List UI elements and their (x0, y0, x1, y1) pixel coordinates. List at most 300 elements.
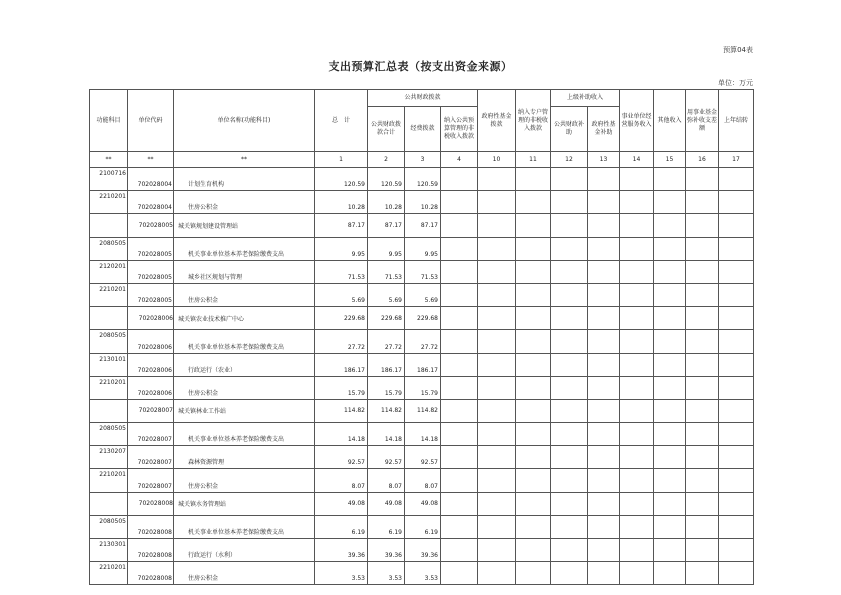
empty-cell (516, 214, 551, 237)
pf-funding-cell: 15.79 (405, 376, 441, 399)
table-row (90, 469, 754, 492)
empty-cell (719, 539, 754, 562)
func-code-cell: 2210201 (90, 283, 128, 306)
empty-cell (441, 353, 478, 376)
header-other-income: 其他收入 (654, 90, 686, 152)
func-code-cell (90, 307, 128, 330)
unit-code-cell: 702028007 (128, 469, 174, 492)
header-unit-code: 单位代码 (128, 90, 174, 152)
empty-cell (516, 562, 551, 585)
empty-cell (551, 515, 588, 538)
empty-cell (441, 214, 478, 237)
empty-cell (719, 376, 754, 399)
index-cell: ** (90, 152, 128, 168)
empty-cell (686, 515, 719, 538)
empty-cell (516, 307, 551, 330)
pf-subtotal-cell: 8.07 (368, 469, 405, 492)
empty-cell (478, 260, 516, 283)
empty-cell (588, 469, 620, 492)
empty-cell (654, 376, 686, 399)
table-row (90, 168, 754, 191)
unit-name-cell: 机关事业单位基本养老保险缴费支出 (174, 330, 315, 353)
budget-table (89, 89, 754, 585)
header-sup-gov: 政府性基金补助 (588, 107, 620, 152)
empty-cell (516, 515, 551, 538)
empty-cell (516, 168, 551, 191)
empty-cell (686, 260, 719, 283)
pf-funding-cell: 9.95 (405, 237, 441, 260)
empty-cell (654, 492, 686, 515)
empty-cell (719, 307, 754, 330)
empty-cell (686, 191, 719, 214)
header-pf-funding: 经费拨款 (405, 107, 441, 152)
empty-cell (441, 446, 478, 469)
empty-cell (620, 214, 654, 237)
empty-cell (620, 307, 654, 330)
func-code-cell: 2130301 (90, 539, 128, 562)
header-carry-over: 上年结转 (719, 90, 754, 152)
empty-cell (551, 283, 588, 306)
empty-cell (551, 469, 588, 492)
table-row (90, 376, 754, 399)
empty-cell (654, 260, 686, 283)
index-cell: 14 (620, 152, 654, 168)
table-row (90, 399, 754, 422)
unit-name-cell: 机关事业单位基本养老保险缴费支出 (174, 515, 315, 538)
unit-name-cell: 行政运行（农业） (174, 353, 315, 376)
header-sup-public: 公共财政补助 (551, 107, 588, 152)
empty-cell (686, 353, 719, 376)
empty-cell (478, 399, 516, 422)
unit-name-cell: 机关事业单位基本养老保险缴费支出 (174, 237, 315, 260)
header-public-fiscal: 公共财政拨款 (368, 90, 478, 107)
empty-cell (654, 539, 686, 562)
empty-cell (588, 376, 620, 399)
empty-cell (478, 330, 516, 353)
empty-cell (620, 168, 654, 191)
table-header (90, 90, 754, 152)
unit-label: 单位：万元 (718, 79, 753, 87)
func-code-cell: 2130101 (90, 353, 128, 376)
unit-name-cell: 森林资源管理 (174, 446, 315, 469)
empty-cell (620, 260, 654, 283)
empty-cell (478, 191, 516, 214)
empty-cell (478, 168, 516, 191)
func-code-cell: 2100716 (90, 168, 128, 191)
unit-name-cell: 住房公积金 (174, 191, 315, 214)
empty-cell (516, 446, 551, 469)
empty-cell (588, 168, 620, 191)
page-title: 支出预算汇总表（按支出资金来源） (328, 60, 513, 73)
empty-cell (441, 168, 478, 191)
empty-cell (620, 191, 654, 214)
empty-cell (686, 307, 719, 330)
header-inst-income: 事业单位经营服务收入 (620, 90, 654, 152)
index-cell: 10 (478, 152, 516, 168)
unit-name-cell: 城乡社区规划与管理 (174, 260, 315, 283)
pf-funding-cell: 49.08 (405, 492, 441, 515)
pf-subtotal-cell: 186.17 (368, 353, 405, 376)
pf-funding-cell: 14.18 (405, 423, 441, 446)
pf-subtotal-cell: 39.36 (368, 539, 405, 562)
empty-cell (588, 515, 620, 538)
index-cell: 1 (315, 152, 368, 168)
empty-cell (654, 168, 686, 191)
unit-code-cell: 702028006 (128, 376, 174, 399)
empty-cell (588, 562, 620, 585)
empty-cell (516, 283, 551, 306)
unit-code-cell: 702028007 (128, 399, 174, 422)
unit-code-cell: 702028008 (128, 515, 174, 538)
empty-cell (551, 353, 588, 376)
empty-cell (719, 446, 754, 469)
pf-subtotal-cell: 71.53 (368, 260, 405, 283)
total-cell: 92.57 (315, 446, 368, 469)
unit-code-cell: 702028008 (128, 562, 174, 585)
pf-subtotal-cell: 3.53 (368, 562, 405, 585)
pf-subtotal-cell: 49.08 (368, 492, 405, 515)
empty-cell (551, 446, 588, 469)
empty-cell (516, 376, 551, 399)
total-cell: 229.68 (315, 307, 368, 330)
empty-cell (478, 237, 516, 260)
empty-cell (478, 469, 516, 492)
empty-cell (478, 283, 516, 306)
table-row (90, 446, 754, 469)
empty-cell (588, 237, 620, 260)
total-cell: 6.19 (315, 515, 368, 538)
empty-cell (620, 469, 654, 492)
unit-code-cell: 702028005 (128, 283, 174, 306)
func-code-cell (90, 214, 128, 237)
header-special-nontax: 纳入专户管理的非税收入拨款 (516, 90, 551, 152)
pf-funding-cell: 3.53 (405, 562, 441, 585)
func-code-cell (90, 492, 128, 515)
index-row (90, 152, 754, 168)
empty-cell (686, 399, 719, 422)
func-code-cell: 2210201 (90, 469, 128, 492)
empty-cell (551, 562, 588, 585)
pf-funding-cell: 87.17 (405, 214, 441, 237)
table-row (90, 307, 754, 330)
pf-funding-cell: 229.68 (405, 307, 441, 330)
pf-funding-cell: 8.07 (405, 469, 441, 492)
func-code-cell: 2210201 (90, 376, 128, 399)
empty-cell (588, 492, 620, 515)
pf-subtotal-cell: 120.59 (368, 168, 405, 191)
empty-cell (516, 492, 551, 515)
empty-cell (686, 376, 719, 399)
empty-cell (441, 376, 478, 399)
unit-code-cell: 702028006 (128, 353, 174, 376)
table-row (90, 492, 754, 515)
empty-cell (588, 283, 620, 306)
unit-code-cell: 702028005 (128, 237, 174, 260)
func-code-cell: 2080505 (90, 330, 128, 353)
empty-cell (551, 376, 588, 399)
func-code-cell: 2210201 (90, 562, 128, 585)
table-row (90, 515, 754, 538)
empty-cell (620, 237, 654, 260)
total-cell: 114.82 (315, 399, 368, 422)
header-unit-name: 单位名称(功能科目) (174, 90, 315, 152)
pf-funding-cell: 6.19 (405, 515, 441, 538)
empty-cell (588, 214, 620, 237)
empty-cell (551, 307, 588, 330)
index-cell: 3 (405, 152, 441, 168)
unit-code-cell: 702028005 (128, 214, 174, 237)
empty-cell (551, 237, 588, 260)
pf-subtotal-cell: 5.69 (368, 283, 405, 306)
empty-cell (719, 214, 754, 237)
total-cell: 3.53 (315, 562, 368, 585)
empty-cell (516, 191, 551, 214)
empty-cell (516, 423, 551, 446)
empty-cell (478, 539, 516, 562)
empty-cell (551, 423, 588, 446)
empty-cell (719, 168, 754, 191)
empty-cell (620, 283, 654, 306)
empty-cell (478, 446, 516, 469)
empty-cell (686, 562, 719, 585)
empty-cell (719, 562, 754, 585)
empty-cell (588, 399, 620, 422)
func-code-cell (90, 399, 128, 422)
empty-cell (441, 515, 478, 538)
total-cell: 87.17 (315, 214, 368, 237)
pf-subtotal-cell: 9.95 (368, 237, 405, 260)
pf-funding-cell: 114.82 (405, 399, 441, 422)
table-row (90, 214, 754, 237)
empty-cell (654, 353, 686, 376)
empty-cell (441, 423, 478, 446)
func-code-cell: 2210201 (90, 191, 128, 214)
table-row (90, 353, 754, 376)
index-cell: 17 (719, 152, 754, 168)
unit-name-cell: 行政运行（水利） (174, 539, 315, 562)
empty-cell (478, 214, 516, 237)
pf-funding-cell: 27.72 (405, 330, 441, 353)
table-row (90, 191, 754, 214)
header-pf-subtotal: 公共财政拨款合计 (368, 107, 405, 152)
total-cell: 49.08 (315, 492, 368, 515)
empty-cell (516, 539, 551, 562)
total-cell: 27.72 (315, 330, 368, 353)
empty-cell (441, 492, 478, 515)
table-row (90, 283, 754, 306)
func-code-cell: 2130207 (90, 446, 128, 469)
index-cell: 15 (654, 152, 686, 168)
empty-cell (719, 283, 754, 306)
empty-cell (551, 191, 588, 214)
pf-subtotal-cell: 10.28 (368, 191, 405, 214)
empty-cell (719, 399, 754, 422)
header-gov-fund: 政府性基金拨款 (478, 90, 516, 152)
empty-cell (654, 399, 686, 422)
pf-subtotal-cell: 27.72 (368, 330, 405, 353)
empty-cell (620, 376, 654, 399)
table-row (90, 330, 754, 353)
empty-cell (441, 539, 478, 562)
pf-funding-cell: 92.57 (405, 446, 441, 469)
empty-cell (686, 492, 719, 515)
empty-cell (686, 283, 719, 306)
unit-name-cell: 机关事业单位基本养老保险缴费支出 (174, 423, 315, 446)
empty-cell (654, 562, 686, 585)
unit-code-cell: 702028008 (128, 539, 174, 562)
empty-cell (588, 307, 620, 330)
empty-cell (686, 423, 719, 446)
func-code-cell: 2080505 (90, 423, 128, 446)
empty-cell (551, 539, 588, 562)
empty-cell (478, 376, 516, 399)
total-cell: 186.17 (315, 353, 368, 376)
total-cell: 120.59 (315, 168, 368, 191)
table-row (90, 260, 754, 283)
empty-cell (441, 191, 478, 214)
empty-cell (441, 562, 478, 585)
empty-cell (719, 191, 754, 214)
header-reserve-fund: 用事业基金弥补收支差额 (686, 90, 719, 152)
table-body (90, 168, 754, 585)
empty-cell (441, 307, 478, 330)
func-code-cell: 2120201 (90, 260, 128, 283)
empty-cell (654, 237, 686, 260)
empty-cell (516, 237, 551, 260)
index-cell: 2 (368, 152, 405, 168)
table-row (90, 237, 754, 260)
empty-cell (516, 330, 551, 353)
empty-cell (620, 515, 654, 538)
index-cell: 4 (441, 152, 478, 168)
func-code-cell: 2080505 (90, 515, 128, 538)
empty-cell (686, 539, 719, 562)
unit-code-cell: 702028005 (128, 260, 174, 283)
empty-cell (551, 214, 588, 237)
total-cell: 71.53 (315, 260, 368, 283)
empty-cell (441, 237, 478, 260)
empty-cell (686, 330, 719, 353)
header-total: 总 计 (315, 90, 368, 152)
empty-cell (588, 539, 620, 562)
unit-name-cell: 城关镇林业工作站 (174, 399, 315, 422)
empty-cell (478, 562, 516, 585)
unit-code-cell: 702028004 (128, 191, 174, 214)
empty-cell (620, 562, 654, 585)
pf-funding-cell: 10.28 (405, 191, 441, 214)
empty-cell (478, 423, 516, 446)
empty-cell (620, 330, 654, 353)
empty-cell (719, 237, 754, 260)
empty-cell (441, 283, 478, 306)
empty-cell (686, 446, 719, 469)
pf-subtotal-cell: 92.57 (368, 446, 405, 469)
empty-cell (441, 260, 478, 283)
pf-subtotal-cell: 229.68 (368, 307, 405, 330)
pf-funding-cell: 71.53 (405, 260, 441, 283)
empty-cell (719, 260, 754, 283)
table-row (90, 423, 754, 446)
total-cell: 39.36 (315, 539, 368, 562)
empty-cell (516, 260, 551, 283)
index-cell: 11 (516, 152, 551, 168)
empty-cell (719, 353, 754, 376)
empty-cell (686, 214, 719, 237)
table-row (90, 539, 754, 562)
empty-cell (654, 283, 686, 306)
empty-cell (686, 237, 719, 260)
header-func: 功能科目 (90, 90, 128, 152)
total-cell: 14.18 (315, 423, 368, 446)
pf-subtotal-cell: 114.82 (368, 399, 405, 422)
empty-cell (441, 399, 478, 422)
empty-cell (441, 469, 478, 492)
empty-cell (719, 492, 754, 515)
unit-code-cell: 702028006 (128, 307, 174, 330)
unit-name-cell: 住房公积金 (174, 562, 315, 585)
empty-cell (441, 330, 478, 353)
total-cell: 5.69 (315, 283, 368, 306)
index-cell: 13 (588, 152, 620, 168)
empty-cell (654, 191, 686, 214)
empty-cell (478, 307, 516, 330)
total-cell: 10.28 (315, 191, 368, 214)
empty-cell (654, 307, 686, 330)
empty-cell (588, 260, 620, 283)
empty-cell (551, 168, 588, 191)
empty-cell (686, 469, 719, 492)
empty-cell (719, 330, 754, 353)
empty-cell (516, 399, 551, 422)
unit-code-cell: 702028007 (128, 446, 174, 469)
index-cell: ** (174, 152, 315, 168)
pf-subtotal-cell: 87.17 (368, 214, 405, 237)
total-cell: 15.79 (315, 376, 368, 399)
pf-subtotal-cell: 6.19 (368, 515, 405, 538)
table-row (90, 562, 754, 585)
empty-cell (654, 515, 686, 538)
empty-cell (620, 399, 654, 422)
empty-cell (654, 330, 686, 353)
empty-cell (620, 539, 654, 562)
table-code: 预算04表 (723, 46, 753, 54)
header-superior-subsidy: 上级补助收入 (551, 90, 620, 107)
empty-cell (478, 492, 516, 515)
unit-name-cell: 城关镇规划建设管理站 (174, 214, 315, 237)
pf-funding-cell: 5.69 (405, 283, 441, 306)
total-cell: 8.07 (315, 469, 368, 492)
empty-cell (620, 446, 654, 469)
empty-cell (588, 353, 620, 376)
unit-name-cell: 住房公积金 (174, 283, 315, 306)
empty-cell (620, 423, 654, 446)
unit-name-cell: 城关镇水务管理站 (174, 492, 315, 515)
unit-name-cell: 住房公积金 (174, 469, 315, 492)
unit-name-cell: 住房公积金 (174, 376, 315, 399)
empty-cell (551, 492, 588, 515)
unit-code-cell: 702028004 (128, 168, 174, 191)
empty-cell (478, 515, 516, 538)
unit-code-cell: 702028006 (128, 330, 174, 353)
index-cell: 16 (686, 152, 719, 168)
pf-subtotal-cell: 14.18 (368, 423, 405, 446)
empty-cell (686, 168, 719, 191)
empty-cell (551, 399, 588, 422)
pf-subtotal-cell: 15.79 (368, 376, 405, 399)
empty-cell (654, 214, 686, 237)
empty-cell (478, 353, 516, 376)
empty-cell (588, 423, 620, 446)
